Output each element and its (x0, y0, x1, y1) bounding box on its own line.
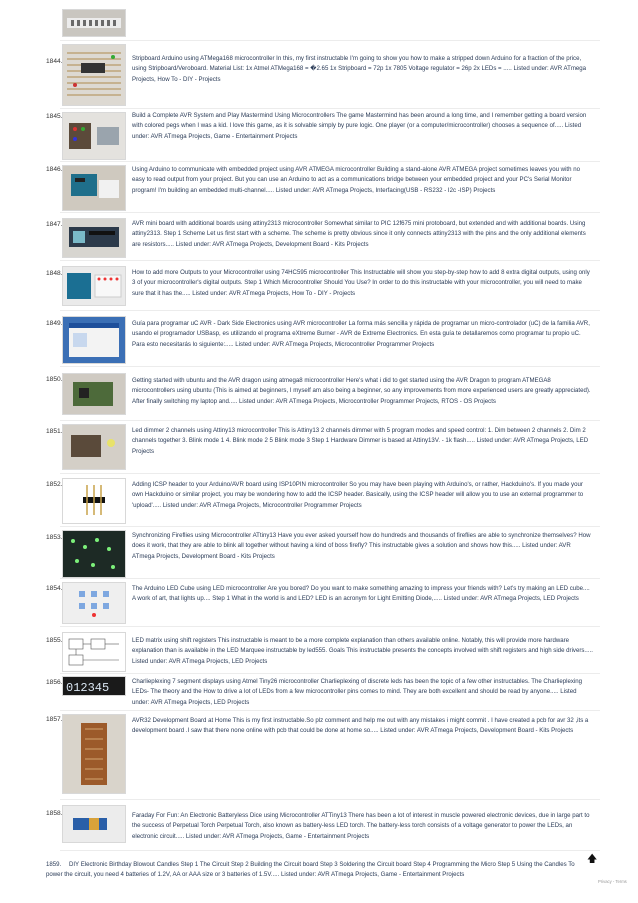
entry-thumbnail[interactable] (62, 582, 126, 624)
divider (60, 526, 600, 527)
divider (60, 799, 600, 800)
entry-thumbnail[interactable] (62, 632, 126, 672)
divider (60, 673, 600, 674)
entry-number: 1855. (46, 637, 63, 644)
entry-description: AVR32 Development Board at Home This is my first instructable.So plz comment and help me out with any mistakes i might commit . I have created a pcb for avr 32 ,its a development board .I saw that there none online with pcb that could be done at home so..... Listed under: AVR ATmega Projects, Development Board - Kits Projects (132, 717, 589, 735)
entry-description: Using Arduino to communicate with embedded project using AVR ATMEGA microcontroller Building a stand-alone AVR ATMEGA project sometimes leaves you with no easy to read output from your project. But you can use an Arduino to act as a communications bridge between your embedded project and your PC's Serial Monitor program! I'm building an embedded multi-channel..... Listed under: AVR ATmega Projects, Interfacing(USB - RS232 - I2c -ISP) Projects (132, 166, 580, 194)
entry-number: 1852. (46, 481, 63, 488)
divider (60, 578, 600, 579)
entry-thumbnail[interactable] (62, 9, 126, 37)
entry-thumbnail[interactable] (62, 714, 126, 794)
entry-number: 1853. (46, 534, 63, 541)
divider (60, 366, 600, 367)
shift-register-photo-icon (63, 267, 125, 305)
entry-description: Getting started with ubuntu and the AVR dragon using atmega8 microcontroller Here's what i did to get started using the AVR Dragon to program ATMEGA8 microcontrollers using ubuntu (This is aimed at beginners, I myself am also being a beginner, so any improvements from more experienced users are greatly appreciated). After finally switching my laptop and..... Listed under: AVR ATmega Projects, Microcontroller Programmer Projects, RTOS - OS Projects (132, 377, 591, 405)
entry-number: 1846. (46, 166, 63, 173)
entry-thumbnail[interactable] (62, 266, 126, 306)
led-cube-photo-icon (63, 583, 125, 623)
entry-thumbnail[interactable] (62, 316, 126, 364)
divider (60, 710, 600, 711)
pcb-photo-icon (63, 715, 125, 793)
entry-thumbnail[interactable] (62, 424, 126, 470)
entry-number: 1845. (46, 113, 63, 120)
led-dimmer-photo-icon (63, 425, 125, 469)
entry-number: 1850. (46, 376, 63, 383)
entry-thumbnail[interactable] (62, 478, 126, 524)
seven-segment-photo-icon (63, 677, 125, 695)
entry-description: DIY Electronic Birthday Blowout Candles Step 1 The Circuit Step 2 Building the Circuit board Step 3 Soldering the Circuit board Step 4 Programming the Micro Step 5 Using the Candles To power the circuit, you need 4 batteries of 1.2V, AA or AAA size or 3 batteries of 1.5V..... Listed under: AVR ATmega Projects, Game - Entertainment Projects (46, 861, 575, 879)
entry-number: 1857. (46, 716, 63, 723)
entry-description: Stripboard Arduino using ATMega168 microcontroller In this, my first instructable I'm going to show you how to make a stripped down Arduino for a fraction of the price, using Stripboard/Veroboard. Material List: 1x Atmel ATMega168 = �2.65 1x Stripboard = 72p 1x 7805 Voltage regulator = 26p 2x LEDs = ..... Listed under: AVR ATmega Projects, How To - DIY - Projects (132, 55, 587, 83)
entry-description: Charlieplexing 7 segment displays using Atmel Tiny26 microcontroller Charlieplexing of discrete leds has been the topic of a few other instructables. The Charlieplexing LEDs- The theory and the How to drive a lot of LEDs from a few microcontroller pins comes to mind. They are both excellent and should be read by anyone..... Listed under: AVR ATmega Projects, LED Projects (132, 678, 583, 706)
entry-number: 1859. (46, 861, 62, 868)
divider (60, 161, 600, 162)
arduino-photo-icon (63, 166, 125, 210)
mini-board-photo-icon (63, 219, 125, 257)
up-arrow-icon[interactable]: 🡅 (587, 854, 598, 865)
entry-description: Adding ICSP header to your Arduino/AVR board using ISP10PIN microcontroller So you may have been playing with Arduino's, or rather, Hackduino's. If you made your own Hackduino or similar project, you may be wondering how to add the ICSP header. Basically, using the ICSP header will allow you to use an external programmer to 'upload'..... Listed under: AVR ATmega Projects, Microcontroller Programmer Projects (132, 481, 584, 509)
breadboard-photo-icon (63, 10, 125, 36)
entry-thumbnail[interactable] (62, 530, 126, 578)
entry-number: 1847. (46, 221, 63, 228)
entry-description: Faraday For Fun: An Electronic Batteryless Dice using Microcontroller ATTiny13 There has been a lot of interest in muscle powered electronic devices, due in large part to the success of Perpetual Torch Perpetual Torch, also known as battery-less LED torch. The battery-less torch consists of a voltage generator to power the LEDs, an electronic circuit..... Listed under: AVR ATmega Projects, Game - Entertainment Projects (132, 812, 590, 840)
coil-dice-photo-icon (63, 806, 125, 842)
entry-thumbnail[interactable] (62, 676, 126, 696)
entry-description: The Arduino LED Cube using LED microcontroller Are you bored? Do you want to make something amazing to impress your friends with? Let's try making an LED cube.... A work of art, that lights up.... Step 1 What in the world is and LED? LED is an acronym for Light Emitting Diode,..... Listed under: AVR ATmega Projects, LED Projects (132, 585, 590, 603)
stripboard-photo-icon (63, 45, 125, 105)
entry-description: Led dimmer 2 channels using Attiny13 microcontroller This is Attiny13 2 channels dimmer with 5 program modes and speed control: 1. Dim between 2 channels 2. Dim 2 channels together 3. Blink mode 1 4. Blink mode 2 5 Blink mode 3 Step 1 Hardware Dimmer is based at Attiny13V. - 1k flash..... Listed under: AVR ATmega Projects, LED Projects (132, 427, 589, 455)
entry-number: 1848. (46, 270, 63, 277)
fireflies-photo-icon (63, 531, 125, 577)
last-entry (46, 860, 586, 881)
entry-number: 1856. (46, 679, 63, 686)
divider (60, 40, 600, 41)
entry-thumbnail[interactable] (62, 112, 126, 160)
entry-description: How to add more Outputs to your Microcontroller using 74HC595 microcontroller This Instructable will show you step-by-step how to add 8 extra digital outputs, using only 3 of your microcontroller's digital outputs. Step 1 Which Microcontroller Should You Use? In order to do this instructable with your microcontroller, you will need to make sure that it has the..... Listed under: AVR ATmega Projects, How To - DIY - Projects (132, 269, 590, 297)
entry-number: 1858. (46, 810, 63, 817)
entry-thumbnail[interactable] (62, 218, 126, 258)
entry-number: 1854. (46, 585, 63, 592)
divider (60, 108, 600, 109)
divider (60, 310, 600, 311)
entry-description: Guía para programar uC AVR - Dark Side Electronics using AVR microcontroller La forma más sencilla y rápida de programar un micro-controlador (uC) de la familia AVR, usando el programador USBasp, es utilizando el programa eXtreme Burner - AVR de Extreme Electronics. En esta guía te detallaremos como programar tu propio uC. Para esto necesitarás lo siguiente:..... Listed under: AVR ATmega Projects, Microcontroller Programmer Projects (132, 320, 590, 348)
mastermind-photo-icon (63, 113, 125, 159)
footer-privacy-link[interactable]: Privacy - Terms (598, 879, 627, 884)
entry-number: 1851. (46, 428, 63, 435)
entry-number: 1849. (46, 320, 63, 327)
schematic-diagram-icon (63, 633, 125, 671)
divider (60, 260, 600, 261)
software-screenshot-icon (63, 317, 125, 363)
divider (60, 212, 600, 213)
svg-text:012345: 012345 (66, 681, 110, 695)
entry-thumbnail[interactable] (62, 165, 126, 211)
entry-description: Build a Complete AVR System and Play Mastermind Using Microcontrollers The game Mastermind has been around a long time, and I remember getting a board version with colored pegs when I was a kid. I love this game, as it is solvable simply by pure logic. One player (or a computer/microcontroller) chooses a sequence of..... Listed under: AVR ATmega Projects, Game - Entertainment Projects (132, 112, 587, 140)
entry-description: LED matrix using shift registers This instructable is meant to be a more complete explanation than others available online. Notably, this will provide more hardware explanation than is available in the LED Marquee instructable by led555. Goals This instructable presents the concepts involved with shift registers and high side drivers..... Listed under: AVR ATmega Projects, LED Projects (132, 637, 593, 665)
avr-dragon-photo-icon (63, 374, 125, 414)
entry-thumbnail[interactable] (62, 805, 126, 843)
divider (60, 473, 600, 474)
divider (60, 420, 600, 421)
entry-description: AVR mini board with additional boards using attiny2313 microcontroller Somewhat similar to PIC 12f675 mini protoboard, but extended and with additional boards. Using attiny2313. Step 1 Scheme Let us first start with a scheme. The scheme is pretty obvious since it only connects attiny2313 with the pins and the only additional elements are resistors..... Listed under: AVR ATmega Projects, Development Board - Kits Projects (132, 220, 586, 248)
entry-thumbnail[interactable] (62, 44, 126, 106)
entry-thumbnail[interactable] (62, 373, 126, 415)
divider (60, 850, 600, 851)
entry-number: 1844. (46, 58, 63, 65)
divider (60, 626, 600, 627)
entry-description: Synchronizing Fireflies using Microcontroller ATtiny13 Have you ever asked yourself how do hundreds and thousands of fireflies are able to synchronize themselves? How does it work, that they are able to blink all together without having a kind of boss firefly? This instructable gives a solution and shows how this..... Listed under: AVR ATmega Projects, Development Board - Kits Projects (132, 532, 591, 560)
header-pins-photo-icon (63, 479, 125, 523)
